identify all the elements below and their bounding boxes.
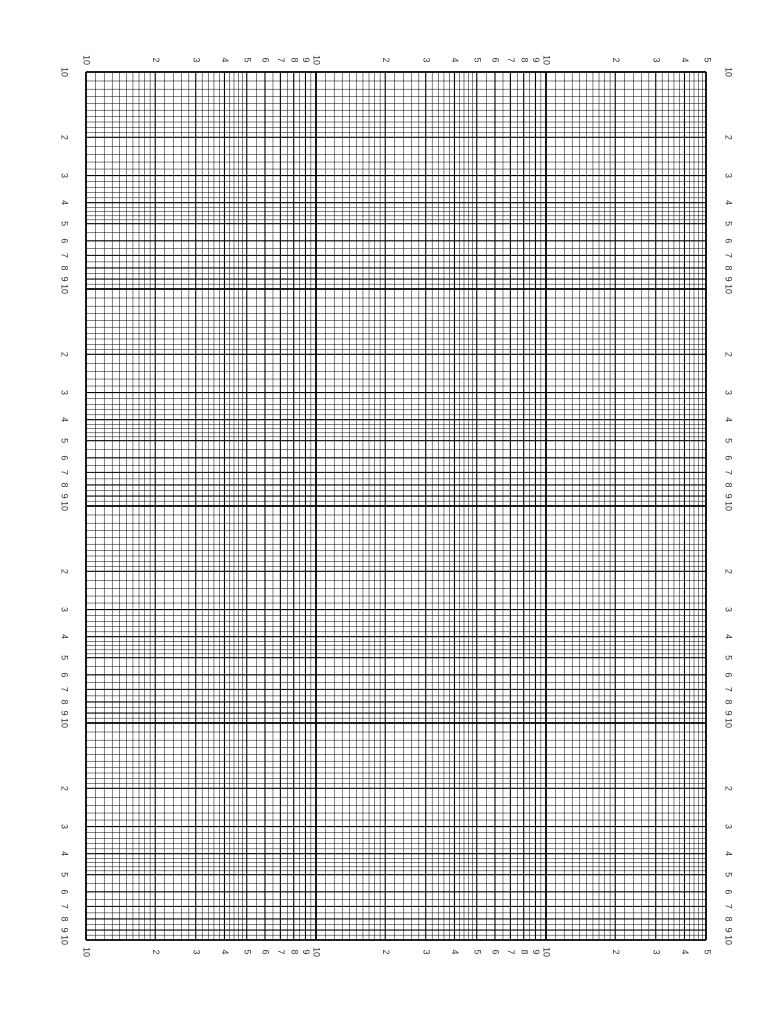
y-tick-label-left: 9 bbox=[59, 927, 70, 933]
x-tick-label-bottom: 6 bbox=[490, 949, 501, 955]
x-tick-label-top: 4 bbox=[680, 57, 691, 63]
x-tick-label-top: 3 bbox=[651, 57, 662, 63]
y-tick-label-left: 5 bbox=[59, 872, 70, 878]
x-tick-label-bottom: 2 bbox=[150, 949, 161, 955]
y-tick-label-left: 8 bbox=[59, 916, 70, 922]
x-tick-label-top: 5 bbox=[702, 57, 713, 63]
y-tick-label-left: 10 bbox=[59, 283, 70, 295]
y-tick-label-left: 8 bbox=[59, 482, 70, 488]
x-tick-label-bottom: 10 bbox=[311, 946, 322, 958]
x-tick-label-top: 2 bbox=[610, 57, 621, 63]
y-tick-label-left: 6 bbox=[59, 238, 70, 244]
y-tick-label-right: 2 bbox=[723, 568, 734, 574]
y-tick-label-left: 3 bbox=[59, 173, 70, 179]
y-tick-label-right: 9 bbox=[723, 493, 734, 499]
y-tick-label-right: 7 bbox=[723, 252, 734, 258]
y-tick-label-left: 3 bbox=[59, 607, 70, 613]
y-tick-label-right: 3 bbox=[723, 824, 734, 830]
x-tick-label-bottom: 9 bbox=[301, 949, 312, 955]
y-tick-label-right: 9 bbox=[723, 276, 734, 282]
x-tick-label-bottom: 3 bbox=[651, 949, 662, 955]
y-tick-label-right: 4 bbox=[723, 200, 734, 206]
x-tick-label-bottom: 2 bbox=[380, 949, 391, 955]
y-tick-label-left: 5 bbox=[59, 438, 70, 444]
x-tick-label-top: 8 bbox=[289, 57, 300, 63]
x-tick-label-top: 3 bbox=[421, 57, 432, 63]
x-tick-label-top: 10 bbox=[311, 54, 322, 66]
y-tick-label-left: 8 bbox=[59, 699, 70, 705]
y-tick-label-right: 10 bbox=[723, 66, 734, 78]
x-tick-label-bottom: 5 bbox=[702, 949, 713, 955]
y-tick-label-left: 7 bbox=[59, 252, 70, 258]
y-tick-label-right: 7 bbox=[723, 903, 734, 909]
x-tick-label-bottom: 5 bbox=[472, 949, 483, 955]
x-tick-label-bottom: 10 bbox=[541, 946, 552, 958]
y-tick-label-right: 4 bbox=[723, 634, 734, 640]
y-tick-label-right: 10 bbox=[723, 283, 734, 295]
y-tick-label-right: 8 bbox=[723, 916, 734, 922]
y-tick-label-right: 7 bbox=[723, 686, 734, 692]
y-tick-label-left: 9 bbox=[59, 710, 70, 716]
y-tick-label-right: 3 bbox=[723, 607, 734, 613]
y-tick-label-right: 6 bbox=[723, 889, 734, 895]
x-tick-label-top: 10 bbox=[541, 54, 552, 66]
x-tick-label-bottom: 7 bbox=[275, 949, 286, 955]
y-tick-label-right: 5 bbox=[723, 872, 734, 878]
y-tick-label-left: 4 bbox=[59, 634, 70, 640]
x-tick-label-top: 2 bbox=[150, 57, 161, 63]
y-tick-label-left: 4 bbox=[59, 851, 70, 857]
y-tick-label-right: 2 bbox=[723, 785, 734, 791]
x-tick-label-top: 5 bbox=[472, 57, 483, 63]
x-tick-label-bottom: 7 bbox=[505, 949, 516, 955]
y-tick-label-right: 4 bbox=[723, 417, 734, 423]
y-tick-label-left: 5 bbox=[59, 655, 70, 661]
x-tick-label-top: 5 bbox=[242, 57, 253, 63]
y-tick-label-right: 3 bbox=[723, 173, 734, 179]
y-tick-label-right: 8 bbox=[723, 699, 734, 705]
y-tick-label-right: 4 bbox=[723, 851, 734, 857]
y-tick-label-left: 6 bbox=[59, 889, 70, 895]
x-tick-label-top: 8 bbox=[519, 57, 530, 63]
y-tick-label-left: 8 bbox=[59, 265, 70, 271]
x-tick-label-bottom: 5 bbox=[242, 949, 253, 955]
y-tick-label-right: 10 bbox=[723, 500, 734, 512]
y-tick-label-right: 10 bbox=[723, 717, 734, 729]
y-tick-label-left: 4 bbox=[59, 417, 70, 423]
y-tick-label-left: 4 bbox=[59, 200, 70, 206]
y-tick-label-left: 3 bbox=[59, 824, 70, 830]
y-tick-label-right: 6 bbox=[723, 672, 734, 678]
y-tick-label-left: 9 bbox=[59, 276, 70, 282]
y-tick-label-left: 2 bbox=[59, 351, 70, 357]
y-tick-label-right: 5 bbox=[723, 655, 734, 661]
grid-lines bbox=[86, 72, 706, 940]
x-tick-label-bottom: 4 bbox=[220, 949, 231, 955]
x-tick-label-bottom: 8 bbox=[289, 949, 300, 955]
x-tick-label-bottom: 9 bbox=[531, 949, 542, 955]
y-tick-label-right: 9 bbox=[723, 927, 734, 933]
y-tick-label-right: 6 bbox=[723, 238, 734, 244]
y-tick-label-right: 5 bbox=[723, 438, 734, 444]
y-tick-label-left: 2 bbox=[59, 785, 70, 791]
x-tick-label-top: 6 bbox=[260, 57, 271, 63]
x-tick-label-top: 7 bbox=[505, 57, 516, 63]
x-tick-label-bottom: 10 bbox=[81, 946, 92, 958]
y-tick-label-left: 6 bbox=[59, 455, 70, 461]
x-tick-label-bottom: 3 bbox=[421, 949, 432, 955]
y-tick-label-left: 10 bbox=[59, 934, 70, 946]
y-tick-label-left: 10 bbox=[59, 66, 70, 78]
x-tick-label-top: 4 bbox=[220, 57, 231, 63]
y-tick-label-left: 2 bbox=[59, 568, 70, 574]
x-tick-label-bottom: 2 bbox=[610, 949, 621, 955]
x-tick-label-bottom: 4 bbox=[680, 949, 691, 955]
y-tick-label-left: 3 bbox=[59, 390, 70, 396]
y-tick-label-left: 6 bbox=[59, 672, 70, 678]
x-tick-label-top: 4 bbox=[450, 57, 461, 63]
y-tick-label-right: 8 bbox=[723, 482, 734, 488]
y-tick-label-right: 6 bbox=[723, 455, 734, 461]
y-tick-label-left: 2 bbox=[59, 134, 70, 140]
y-tick-label-left: 7 bbox=[59, 903, 70, 909]
x-tick-label-top: 6 bbox=[490, 57, 501, 63]
x-tick-label-top: 9 bbox=[301, 57, 312, 63]
y-tick-label-left: 9 bbox=[59, 493, 70, 499]
x-tick-label-top: 10 bbox=[81, 54, 92, 66]
x-tick-label-bottom: 3 bbox=[191, 949, 202, 955]
y-tick-label-right: 5 bbox=[723, 221, 734, 227]
x-tick-label-top: 2 bbox=[380, 57, 391, 63]
y-tick-label-right: 8 bbox=[723, 265, 734, 271]
y-tick-label-right: 10 bbox=[723, 934, 734, 946]
y-tick-label-left: 5 bbox=[59, 221, 70, 227]
y-tick-label-right: 2 bbox=[723, 134, 734, 140]
y-tick-label-right: 9 bbox=[723, 710, 734, 716]
x-tick-label-bottom: 6 bbox=[260, 949, 271, 955]
x-tick-label-bottom: 4 bbox=[450, 949, 461, 955]
x-tick-label-bottom: 8 bbox=[519, 949, 530, 955]
x-tick-label-top: 3 bbox=[191, 57, 202, 63]
x-tick-label-top: 9 bbox=[531, 57, 542, 63]
y-tick-label-right: 2 bbox=[723, 351, 734, 357]
y-tick-label-left: 10 bbox=[59, 717, 70, 729]
y-tick-label-left: 10 bbox=[59, 500, 70, 512]
y-tick-label-right: 7 bbox=[723, 469, 734, 475]
y-tick-label-left: 7 bbox=[59, 686, 70, 692]
y-tick-label-right: 3 bbox=[723, 390, 734, 396]
x-tick-label-top: 7 bbox=[275, 57, 286, 63]
y-tick-label-left: 7 bbox=[59, 469, 70, 475]
